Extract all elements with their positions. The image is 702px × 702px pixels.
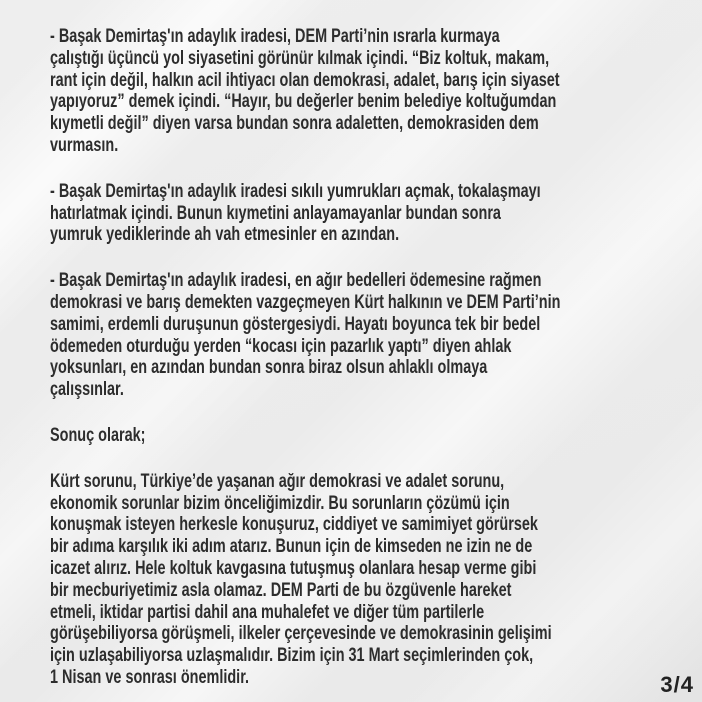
conclusion-heading: Sonuç olarak; [50, 424, 146, 446]
paragraph-candidacy-third-way: - Başak Demirtaş'ın adaylık iradesi, DEM Parti’nin ısrarla kurmaya çalıştığı üçüncü yol siyasetini görünür kılmak içindi. “Biz koltuk, makam, rant için değil, halkın acil ihtiyacı olan demokrasi, adalet, barış için siyaset yapıyoruz” demek içindi. “Hayır, bu değerler benim belediye koltuğumdan kıymetli değil” diyen varsa bundan sonra adaletten, demokrasiden dem vurmasın. [50, 26, 560, 156]
paragraph-conclusion: Kürt sorunu, Türkiye’de yaşanan ağır demokrasi ve adalet sorunu, ekonomik sorunlar bizim önceliğimizdir. Bu sorunların çözümü için konuşmak isteyen herkesle konuşuruz, ciddiyet ve samimiyet görürsek bir adıma karşılık iki adım atarız. Bunun için de kimseden ne izin ne de icazet alırız. Hele koltuk kavgasına tutuşmuş olanlara hesap verme gibi bir mecburiyetimiz asla olamaz. DEM Parti de bu özgüvenle hareket etmeli, iktidar partisi dahil ana muhalefet ve diğer tüm partilerle görüşebiliyorsa görüşmeli, ilkeler çerçevesinde ve demokrasinin gelişimi için uzlaşabiliyorsa uzlaşmalıdır. Bizim için 31 Mart seçimlerinden çok, 1 Nisan ve sonrası önemlidir. [50, 470, 552, 688]
paragraph-kurdish-people-dem-party: - Başak Demirtaş'ın adaylık iradesi, en ağır bedelleri ödemesine rağmen demokrasi ve barış demekten vazgeçmeyen Kürt halkının ve DEM Parti’nin samimi, erdemli duruşunun göstergesiydi. Hayatı boyunca tek bir bedel ödemeden oturduğu yerden “kocası için pazarlık yaptı” diyen ahlak yoksunları, en azından bundan sonra biraz olsun ahlaklı olmaya çalışsınlar. [50, 270, 561, 401]
paragraph-clenched-fists: - Başak Demirtaş'ın adaylık iradesi sıkılı yumrukları açmak, tokalaşmayı hatırlatmak içindi. Bunun kıymetini anlayamayanlar bundan sonra yumruk yediklerinde ah vah etmesinler en azından. [50, 180, 541, 246]
statement-text-block [50, 26, 667, 702]
page-indicator: 3/4 [660, 672, 694, 697]
